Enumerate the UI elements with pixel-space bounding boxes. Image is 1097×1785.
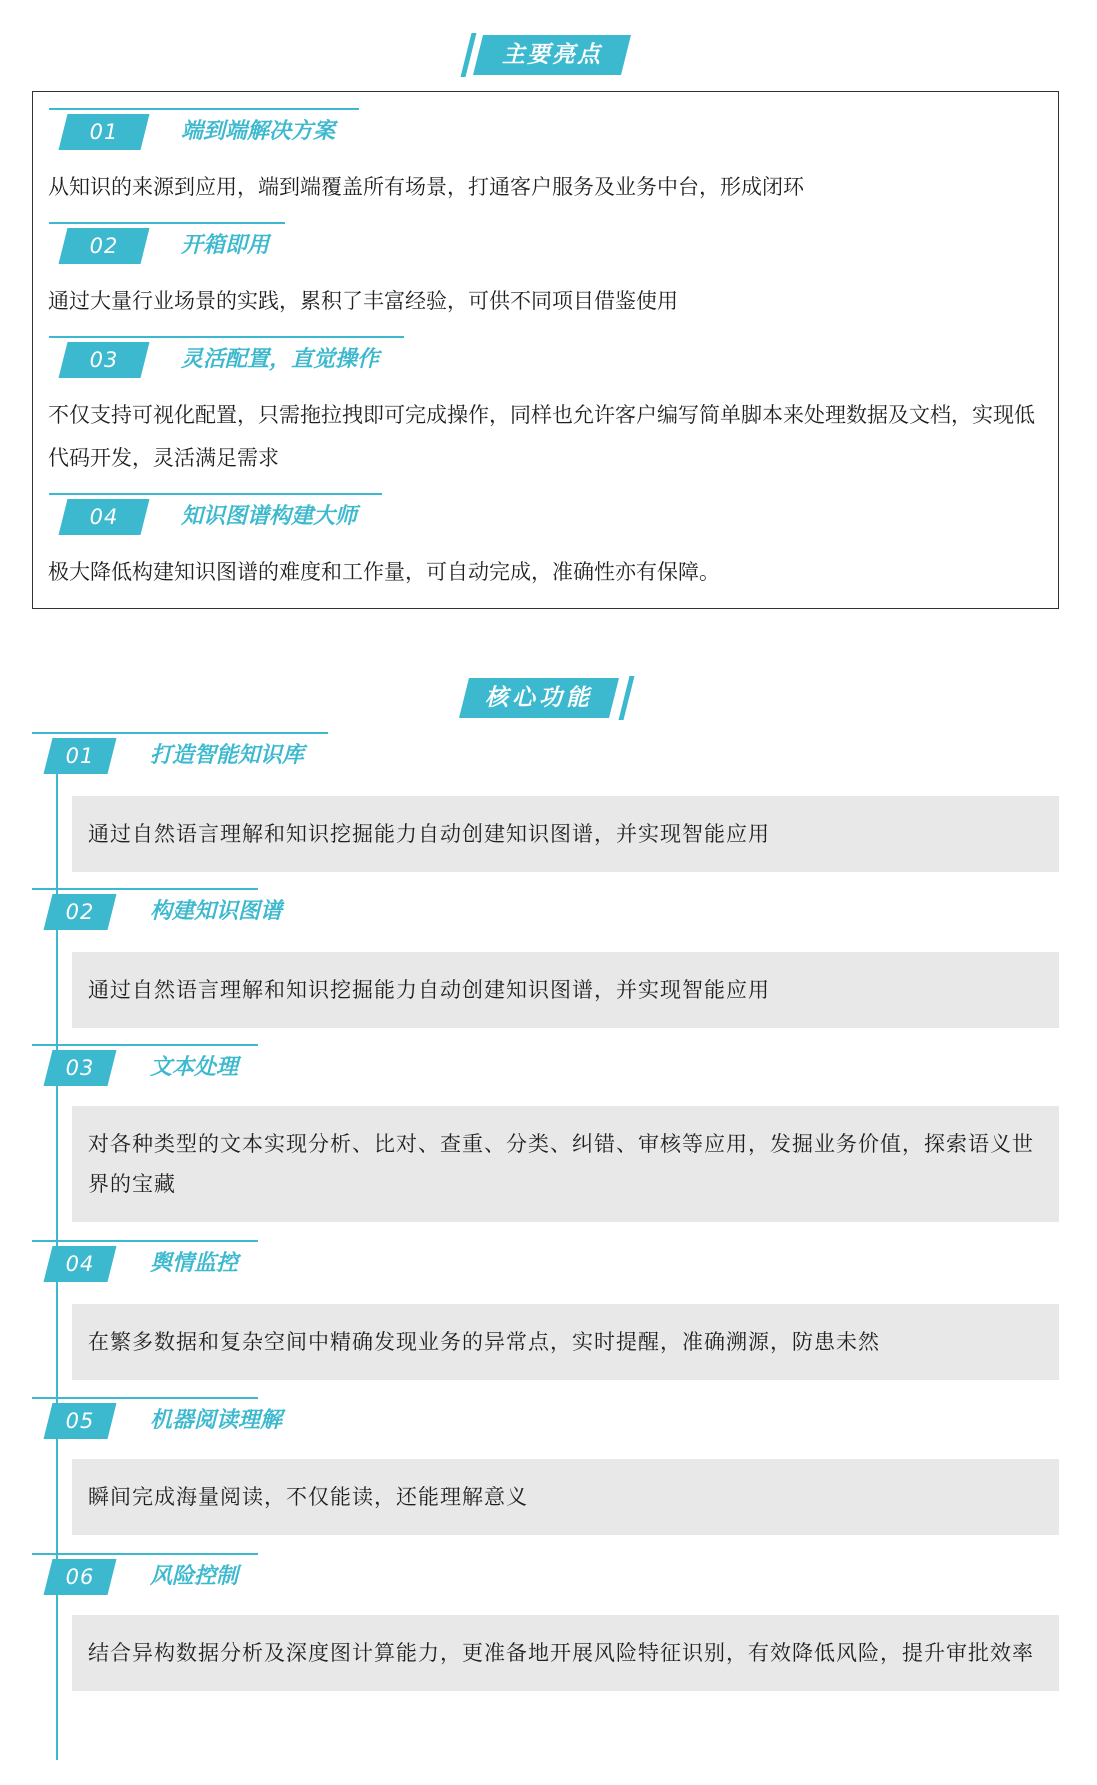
banner-stripe: [619, 676, 635, 720]
feature-title: 机器阅读理解: [150, 1408, 283, 1433]
highlight-number-badge: 01: [59, 114, 150, 150]
core-title: 核心功能: [485, 685, 593, 711]
feature-number-badge: 02: [44, 894, 117, 930]
highlight-title: 端到端解决方案: [181, 119, 336, 144]
header-line: [49, 336, 404, 338]
header-line: [49, 493, 382, 495]
core-title-banner: [460, 678, 636, 718]
header-line: [32, 888, 258, 890]
highlight-title: 灵活配置，直觉操作: [181, 347, 380, 372]
feature-number-badge: 01: [44, 738, 117, 774]
highlight-number-badge: 02: [59, 228, 150, 264]
feature-title: 风险控制: [150, 1564, 239, 1589]
header-line: [32, 1240, 258, 1242]
feature-title: 舆情监控: [150, 1251, 239, 1276]
feature-description-card: 对各种类型的文本实现分析、比对、查重、分类、纠错、审核等应用，发掘业务价值，探索语义世界的宝藏: [72, 1106, 1059, 1222]
highlights-title: 主要亮点: [502, 42, 602, 68]
feature-title: 构建知识图谱: [150, 899, 283, 924]
feature-number-badge: 06: [44, 1559, 117, 1595]
feature-number-badge: 04: [44, 1246, 117, 1282]
feature-description-card: 瞬间完成海量阅读，不仅能读，还能理解意义: [72, 1459, 1059, 1535]
header-line: [32, 1553, 258, 1555]
feature-number-badge: 05: [44, 1403, 117, 1439]
highlight-description: 从知识的来源到应用，端到端覆盖所有场景，打通客户服务及业务中台，形成闭环: [48, 175, 804, 199]
highlight-number-badge: 03: [59, 342, 150, 378]
feature-title: 文本处理: [150, 1055, 239, 1080]
highlight-description: 通过大量行业场景的实践，累积了丰富经验，可供不同项目借鉴使用: [48, 289, 678, 313]
feature-description-card: 通过自然语言理解和知识挖掘能力自动创建知识图谱，并实现智能应用: [72, 952, 1059, 1028]
feature-description-card: 结合异构数据分析及深度图计算能力，更准备地开展风险特征识别，有效降低风险，提升审批效率: [72, 1615, 1059, 1691]
highlight-title: 知识图谱构建大师: [181, 504, 358, 529]
header-line: [49, 108, 359, 110]
highlight-number-badge: 04: [59, 499, 150, 535]
header-line: [32, 732, 328, 734]
feature-description-card: 在繁多数据和复杂空间中精确发现业务的异常点，实时提醒，准确溯源，防患未然: [72, 1304, 1059, 1380]
header-line: [32, 1397, 258, 1399]
highlight-title: 开箱即用: [181, 233, 270, 258]
highlights-box: [32, 91, 1059, 609]
highlight-description: 不仅支持可视化配置，只需拖拉拽即可完成操作，同样也允许客户编写简单脚本来处理数据及文档，实现低代码开发，灵活满足需求: [48, 403, 1035, 470]
header-line: [32, 1044, 258, 1046]
highlight-description: 极大降低构建知识图谱的难度和工作量，可自动完成，准确性亦有保障。: [48, 560, 720, 584]
header-line: [49, 222, 285, 224]
feature-title: 打造智能知识库: [150, 743, 305, 768]
feature-description-card: 通过自然语言理解和知识挖掘能力自动创建知识图谱，并实现智能应用: [72, 796, 1059, 872]
highlights-title-banner: [462, 35, 632, 75]
feature-number-badge: 03: [44, 1050, 117, 1086]
